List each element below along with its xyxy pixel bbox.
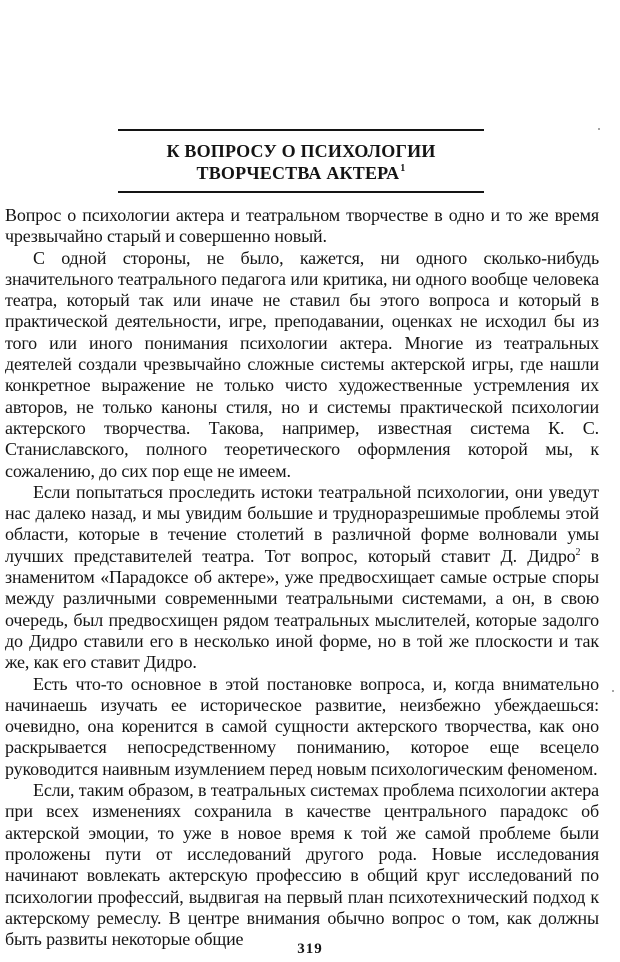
paragraph-3	[5, 482, 599, 674]
scan-speck	[612, 690, 614, 692]
title-footnote-mark: 1	[400, 163, 406, 174]
body-text	[5, 205, 599, 950]
paragraph-2: С одной стороны, не было, кажется, ни одного сколько-нибудь значительного театрального педагога или критика, ни одного вообще человека театра, который так или иначе не ставил бы этого вопроса и который в практической деятельности, игре, преподавании, оценках не исходил бы из того или иного понимания психологии актера. Многие из театральных деятелей создали чрезвычайно сложные системы актерской игры, где нашли конкретное выражение не только чисто художественные устремления их авторов, не только каноны стиля, но и системы практической психологии актерского творчества. Такова, например, известная система К. С. Станиславского, полного теоретического оформления которой мы, к сожалению, до сих пор еще не имеем.	[5, 247, 599, 481]
footnote-mark-2: 2	[575, 546, 581, 558]
paragraph-3-part-a: Если попытаться проследить истоки театральной психологии, они уведут нас далеко назад, и мы увидим большие и трудноразрешимые проблемы этой области, которые в течение столетий в различной форме волновали умы лучших представителей театра. Тот вопрос, который ставит Д. Дидро	[5, 481, 599, 566]
chapter-title	[118, 140, 484, 184]
chapter-title-line2-wrap	[118, 162, 484, 184]
paragraph-4: Есть что-то основное в этой постановке вопроса, и, когда внимательно начинаешь изучать ее историческое развитие, неизбежно убеждаешься: очевидно, она коренится в самой сущности актерского творчества, как оно раскрывается непосредственному пониманию, которое еще всецело руководится наивным изумлением перед новым психологическим феноменом.	[5, 673, 599, 779]
paragraph-3-part-b: в знаменитом «Парадоксе об актере», уже предвосхищает самые острые споры между различными современными театральными системами, а он, в свою очередь, был предвосхищен рядом театральных мыслителей, которые задолго до Дидро ставили его в несколько иной форме, но в той же плоскости и так же, как его ставит Дидро.	[5, 545, 600, 673]
chapter-title-line2: ТВОРЧЕСТВА АКТЕРА	[196, 163, 400, 183]
paragraph-5: Если, таким образом, в театральных системах проблема психологии актера при всех изменениях сохранила в качестве центрального парадокс об актерской эмоции, то уже в новое время к той же самой проблеме были проложены пути от исследований другого рода. Новые исследования начинают вовлекать актерскую профессию в общий круг исследований по психологии профессий, выдвигая на первый план психотехнический подход к актерскому ремеслу. В центре внимания обычно вопрос о том, как должны быть развиты некоторые общие	[5, 780, 599, 950]
page-number: 319	[297, 941, 323, 957]
title-rule-bottom	[118, 191, 484, 193]
paragraph-1: Вопрос о психологии актера и театральном творчестве в одно и то же время чрезвычайно старый и совершенно новый.	[5, 205, 599, 247]
scan-speck	[598, 128, 600, 130]
title-rule-top	[118, 129, 484, 131]
chapter-title-line1: К ВОПРОСУ О ПСИХОЛОГИИ	[166, 141, 436, 161]
